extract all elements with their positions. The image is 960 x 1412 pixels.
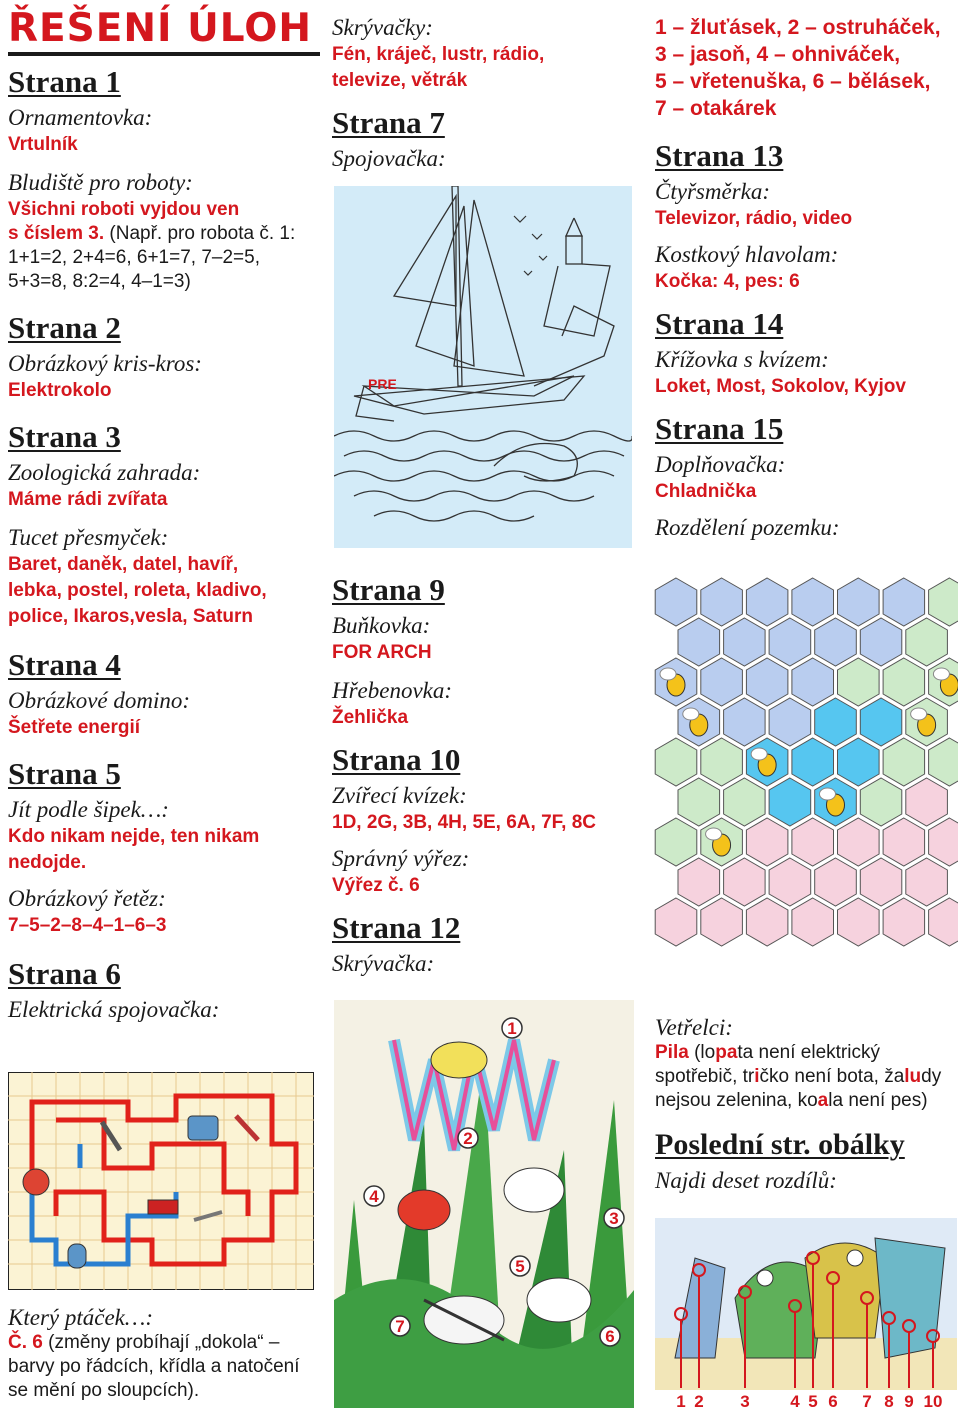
hex-cell: [929, 738, 958, 786]
question-spojovacka: Spojovačka:: [332, 146, 446, 171]
bee-wing-icon: [683, 708, 699, 720]
bee-wing-icon: [751, 748, 767, 760]
question-hrebenovka: Hřebenovka:: [332, 678, 453, 703]
answer-vetrelci-1: [655, 1041, 957, 1065]
question-sipky: Jít podle šipek…:: [8, 797, 169, 822]
hex-cell: [906, 778, 948, 826]
answer-skryvacky-2: televize, větrák: [332, 70, 468, 91]
question-vyrez: Správný výřez:: [332, 846, 470, 871]
vetrelci-text-7: la není pes): [828, 1090, 928, 1111]
difference-number: 1: [676, 1392, 686, 1410]
heading-strana-6: Strana 6: [8, 956, 121, 991]
answer-ptacek-red: Č. 6: [8, 1332, 43, 1353]
answer-kostkovy: Kočka: 4, pes: 6: [655, 271, 800, 292]
butterfly-marker-number: 4: [369, 1187, 379, 1206]
answer-presmycky-2: lebka, postel, roleta, kladivo,: [8, 580, 267, 601]
hex-cell: [815, 698, 857, 746]
question-ptacek: Který ptáček…:: [8, 1305, 153, 1330]
heading-strana-3: Strana 3: [8, 419, 121, 454]
hex-cell: [701, 578, 743, 626]
answer-bunkovka: FOR ARCH: [332, 642, 432, 663]
answer-ptacek-plain: (změny probíhají „dokola“ –: [42, 1332, 280, 1353]
hex-cell: [838, 898, 880, 946]
heading-strana-2: Strana 2: [8, 310, 121, 345]
boat-pre-text: PRE: [368, 376, 397, 392]
bee-wing-icon: [706, 828, 722, 840]
hex-cell: [860, 778, 902, 826]
hex-plot-division-image: [652, 574, 958, 994]
vetrelci-red-1: Pila: [655, 1042, 689, 1063]
answer-presmycky-3: police, Ikaros,vesla, Saturn: [8, 606, 253, 627]
question-rozdeleni: Rozdělení pozemku:: [655, 515, 840, 540]
answer-skryvacky-1: Fén, kráječ, lustr, rádio,: [332, 44, 545, 65]
vetrelci-text-1: (lo: [688, 1042, 716, 1063]
hex-cell: [701, 658, 743, 706]
hex-cell: [883, 738, 925, 786]
hex-cell: [860, 698, 902, 746]
question-domino: Obrázkové domino:: [8, 688, 191, 713]
column-middle: [332, 10, 638, 172]
question-bludiste: Bludiště pro roboty:: [8, 170, 193, 195]
difference-number: 10: [923, 1392, 943, 1410]
heading-strana-14: Strana 14: [655, 306, 784, 341]
ten-differences-image: [655, 1218, 957, 1410]
vetrelci-red-4: lu: [904, 1066, 922, 1087]
answer-motyli-4: 7 – otakárek: [655, 97, 777, 120]
answer-ptacek-3: se mění po sloupcích).: [8, 1380, 200, 1401]
butterfly-marker-number: 3: [609, 1209, 619, 1228]
butterfly-marker-number: 1: [507, 1019, 517, 1038]
hex-cell: [906, 858, 948, 906]
answer-vetrelci-2: [655, 1065, 957, 1089]
hex-cell: [769, 778, 811, 826]
answer-krizovka: Loket, Most, Sokolov, Kyjov: [655, 376, 906, 397]
question-spojovacka-el: Elektrická spojovačka:: [8, 997, 220, 1022]
hex-cell: [678, 778, 720, 826]
answer-bludiste-1: Všichni roboti vyjdou ven: [8, 199, 240, 220]
vetrelci-text-5: dy: [921, 1066, 942, 1087]
answer-presmycky-1: Baret, daněk, datel, havíř,: [8, 554, 239, 575]
hex-cell: [724, 858, 766, 906]
answer-zoo: Máme rádi zvířata: [8, 489, 168, 510]
question-krizovka: Křížovka s kvízem:: [655, 347, 829, 372]
answer-motyli-3: 5 – vřetenuška, 6 – bělásek,: [655, 70, 931, 93]
heading-strana-13: Strana 13: [655, 138, 784, 173]
hex-cell: [655, 738, 697, 786]
hex-cell: [746, 818, 788, 866]
vetrelci-red-2: pa: [715, 1042, 738, 1063]
difference-number: 4: [790, 1392, 800, 1410]
answer-ptacek-1: [8, 1331, 320, 1355]
vetrelci-text-4: čko není bota, ža: [759, 1066, 905, 1087]
vetrelci-red-3: i: [754, 1066, 760, 1087]
butterflies-jungle-image: [334, 1000, 634, 1408]
hex-cell: [906, 618, 948, 666]
answer-domino: Šetřete energií: [8, 717, 140, 738]
butterfly-marker-number: 6: [605, 1327, 615, 1346]
bird-question-block: [8, 1300, 320, 1403]
hex-cell: [746, 578, 788, 626]
heading-strana-9: Strana 9: [332, 572, 445, 607]
heading-strana-15: Strana 15: [655, 411, 784, 446]
hex-cell: [860, 858, 902, 906]
question-zvireci-kvizek: Zvířecí kvízek:: [332, 783, 467, 808]
bee-wing-icon: [933, 668, 949, 680]
vetrelci-text-6: nejsou zelenina, ko: [655, 1090, 818, 1111]
hex-cell: [746, 658, 788, 706]
question-kris-kros: Obrázkový kris-kros:: [8, 351, 202, 376]
bee-wing-icon: [911, 708, 927, 720]
answer-doplnovacka: Chladnička: [655, 481, 757, 502]
hex-cell: [769, 618, 811, 666]
butterfly-marker-number: 5: [515, 1257, 525, 1276]
difference-number: 5: [808, 1392, 818, 1410]
heading-strana-12: Strana 12: [332, 910, 461, 945]
question-zoo: Zoologická zahrada:: [8, 460, 201, 485]
hex-cell: [701, 898, 743, 946]
hex-cell: [746, 898, 788, 946]
question-kostkovy: Kostkový hlavolam:: [655, 242, 839, 267]
difference-number: 7: [862, 1392, 872, 1410]
difference-number: 8: [884, 1392, 894, 1410]
hex-cell: [678, 858, 720, 906]
page-title: ŘEŠENÍ ÚLOH: [8, 6, 313, 51]
hex-cell: [929, 578, 958, 626]
answer-retez: 7–5–2–8–4–1–6–3: [8, 915, 167, 936]
hex-cell: [655, 818, 697, 866]
question-vetrelci: Vetřelci:: [655, 1015, 733, 1040]
answer-sipky-2: nedojde.: [8, 852, 87, 873]
vetrelci-text-2: ta není elektrický: [737, 1042, 880, 1063]
bee-wing-icon: [660, 668, 676, 680]
question-skryvacka-12: Skrývačka:: [332, 951, 435, 976]
answer-hrebenovka: Žehlička: [332, 707, 409, 728]
question-retez: Obrázkový řetěz:: [8, 886, 166, 911]
answer-bludiste-2-plain: (Např. pro robota č. 1:: [104, 223, 296, 244]
heading-strana-1: Strana 1: [8, 64, 121, 99]
question-doplnovacka: Doplňovačka:: [655, 452, 786, 477]
question-deset-rozdilu: Najdi deset rozdílů:: [655, 1168, 837, 1193]
answer-vetrelci-3: [655, 1089, 957, 1113]
hex-cell: [678, 618, 720, 666]
hex-cell: [838, 738, 880, 786]
hex-cell: [792, 658, 834, 706]
hex-cell: [838, 578, 880, 626]
column-middle-lower: [332, 562, 638, 977]
hex-cell: [792, 898, 834, 946]
hex-cell: [883, 898, 925, 946]
answer-zvireci-kvizek: 1D, 2G, 3B, 4H, 5E, 6A, 7F, 8C: [332, 812, 596, 833]
heading-posledni-str: Poslední str. obálky: [655, 1128, 905, 1161]
hex-cell: [815, 858, 857, 906]
hex-cell: [792, 738, 834, 786]
hex-cell: [838, 658, 880, 706]
vetrelci-text-3: spotřebič, tr: [655, 1066, 755, 1087]
answer-sipky-1: Kdo nikam nejde, ten nikam: [8, 826, 260, 847]
hex-cell: [883, 658, 925, 706]
bee-wing-icon: [819, 788, 835, 800]
question-ctyrsmerka: Čtyřsměrka:: [655, 179, 770, 204]
difference-number: 3: [740, 1392, 750, 1410]
heading-strana-4: Strana 4: [8, 647, 121, 682]
hex-cell: [769, 858, 811, 906]
question-bunkovka: Buňkovka:: [332, 613, 431, 638]
answer-ptacek-2: barvy po řádcích, křídla a natočení: [8, 1356, 300, 1377]
hex-cell: [724, 778, 766, 826]
difference-number: 9: [904, 1392, 914, 1410]
electric-maze-image: [8, 1072, 314, 1290]
hex-cell: [838, 818, 880, 866]
hex-cell: [860, 618, 902, 666]
hex-cell: [701, 738, 743, 786]
hex-cell: [929, 818, 958, 866]
answer-ornamentovka: Vrtulník: [8, 134, 78, 155]
vetrelci-red-5: a: [817, 1090, 829, 1111]
answer-vyrez: Výřez č. 6: [332, 875, 420, 896]
heading-strana-10: Strana 10: [332, 742, 461, 777]
hex-cell: [929, 898, 958, 946]
answer-motyli-2: 3 – jasoň, 4 – ohniváček,: [655, 43, 901, 66]
answer-bludiste-2-red: s číslem 3.: [8, 223, 105, 244]
intruders-block: [655, 1010, 957, 1194]
answer-bludiste-4: 5+3=8, 8:2=4, 4–1=3): [8, 271, 191, 292]
column-left: [8, 0, 320, 1023]
answer-ctyrsmerka: Televizor, rádio, video: [655, 208, 853, 229]
difference-number: 6: [828, 1392, 838, 1410]
hex-cell: [815, 618, 857, 666]
difference-number: 2: [694, 1392, 704, 1410]
question-presmycky: Tucet přesmyček:: [8, 525, 169, 550]
hex-cell: [724, 618, 766, 666]
heading-strana-5: Strana 5: [8, 756, 121, 791]
hex-cell: [792, 818, 834, 866]
hex-cell: [883, 578, 925, 626]
title-rule: [8, 52, 320, 56]
butterfly-marker-number: 2: [463, 1129, 473, 1148]
heading-strana-7: Strana 7: [332, 105, 445, 140]
hex-cell: [655, 898, 697, 946]
sailboat-dot-to-dot-image: [334, 186, 632, 548]
answer-bludiste-3: 1+1=2, 2+4=6, 6+1=7, 7–2=5,: [8, 247, 260, 268]
butterfly-marker-number: 7: [395, 1317, 405, 1336]
question-ornamentovka: Ornamentovka:: [8, 105, 153, 130]
answer-bludiste-2: [8, 222, 320, 246]
hex-cell: [724, 698, 766, 746]
answer-motyli-1: 1 – žluťásek, 2 – ostruháček,: [655, 16, 941, 39]
hex-cell: [792, 578, 834, 626]
question-skryvacky: Skrývačky:: [332, 15, 433, 40]
hex-cell: [769, 698, 811, 746]
answer-kris-kros: Elektrokolo: [8, 380, 112, 401]
hex-cell: [655, 578, 697, 626]
hex-cell: [883, 818, 925, 866]
column-right: [655, 12, 957, 541]
